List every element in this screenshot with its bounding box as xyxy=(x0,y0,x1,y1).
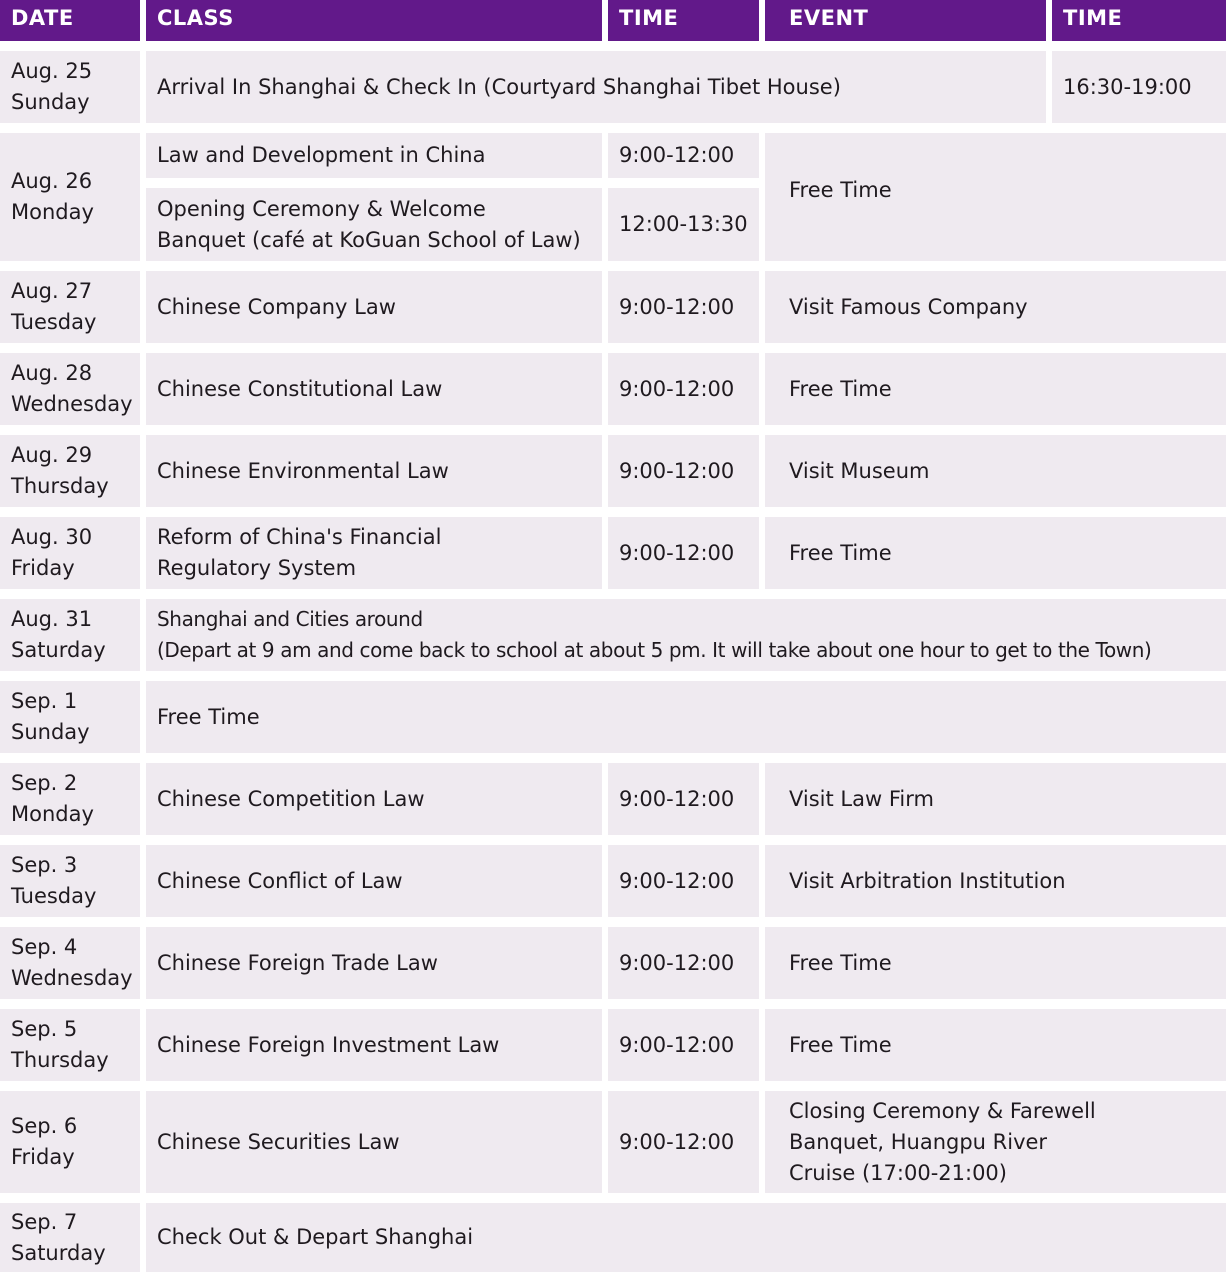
time-cell: 9:00-12:00 xyxy=(608,353,759,425)
date-cell xyxy=(0,353,140,425)
class-cell: Law and Development in China xyxy=(146,133,602,178)
header-time: TIME xyxy=(608,0,759,41)
event-cell: Free Time xyxy=(765,133,1226,261)
event-cell: Free Time xyxy=(765,927,1226,999)
day-label: Friday xyxy=(11,1145,75,1169)
date-cell xyxy=(0,845,140,917)
class-cell: Reform of China's Financial Regulatory System xyxy=(146,517,602,589)
date-cell xyxy=(0,51,140,123)
event-cell: Free Time xyxy=(765,353,1226,425)
day-label: Thursday xyxy=(11,474,109,498)
class-cell: Chinese Foreign Trade Law xyxy=(146,927,602,999)
day-label: Monday xyxy=(11,200,94,224)
time-cell: 9:00-12:00 xyxy=(608,845,759,917)
date-label: Sep. 3 xyxy=(11,853,78,877)
date-label: Sep. 6 xyxy=(11,1114,78,1138)
time-cell: 9:00-12:00 xyxy=(608,133,759,178)
date-cell xyxy=(0,1091,140,1193)
header-time-2: TIME xyxy=(1052,0,1226,41)
header-date: DATE xyxy=(0,0,140,41)
class-cell: Chinese Competition Law xyxy=(146,763,602,835)
event-cell: Visit Famous Company xyxy=(765,271,1226,343)
time-cell: 9:00-12:00 xyxy=(608,1091,759,1193)
day-label: Tuesday xyxy=(11,884,97,908)
class-cell: Chinese Securities Law xyxy=(146,1091,602,1193)
day-label: Sunday xyxy=(11,90,90,114)
date-label: Aug. 27 xyxy=(11,279,93,303)
time-cell: 9:00-12:00 xyxy=(608,435,759,507)
time-cell: 12:00-13:30 xyxy=(608,188,759,261)
date-label: Aug. 26 xyxy=(11,169,93,193)
time-cell: 16:30-19:00 xyxy=(1052,51,1226,123)
date-cell xyxy=(0,1203,140,1272)
day-label: Wednesday xyxy=(11,392,133,416)
date-label: Aug. 28 xyxy=(11,361,93,385)
date-cell xyxy=(0,435,140,507)
day-label: Tuesday xyxy=(11,310,97,334)
day-label: Saturday xyxy=(11,638,106,662)
date-label: Aug. 30 xyxy=(11,525,93,549)
event-cell: Visit Arbitration Institution xyxy=(765,845,1226,917)
class-cell: Chinese Constitutional Law xyxy=(146,353,602,425)
day-label: Saturday xyxy=(11,1240,106,1265)
class-cell: Chinese Environmental Law xyxy=(146,435,602,507)
class-cell: Shanghai and Cities around (Depart at 9 am and come back to school at about 5 pm. It will take about one hour to get to the Town) xyxy=(146,599,1226,671)
date-cell xyxy=(0,133,140,261)
time-cell: 9:00-12:00 xyxy=(608,763,759,835)
class-cell: Opening Ceremony & Welcome Banquet (café at KoGuan School of Law) xyxy=(146,188,602,261)
day-label: Monday xyxy=(11,802,94,826)
date-label: Sep. 4 xyxy=(11,935,78,959)
class-cell: Free Time xyxy=(146,681,1226,753)
time-cell: 9:00-12:00 xyxy=(608,927,759,999)
class-cell: Check Out & Depart Shanghai xyxy=(146,1203,1226,1272)
time-cell: 9:00-12:00 xyxy=(608,1009,759,1081)
time-cell: 9:00-12:00 xyxy=(608,517,759,589)
class-cell: Chinese Conflict of Law xyxy=(146,845,602,917)
class-cell: Arrival In Shanghai & Check In (Courtyard Shanghai Tibet House) xyxy=(146,51,1046,123)
date-label: Sep. 1 xyxy=(11,689,78,713)
date-label: Aug. 25 xyxy=(11,59,93,83)
date-label: Sep. 7 xyxy=(11,1209,78,1234)
event-cell: Visit Law Firm xyxy=(765,763,1226,835)
event-cell: Free Time xyxy=(765,517,1226,589)
date-cell xyxy=(0,763,140,835)
date-cell xyxy=(0,271,140,343)
date-label: Sep. 2 xyxy=(11,771,78,795)
date-cell xyxy=(0,1009,140,1081)
date-cell xyxy=(0,517,140,589)
date-label: Aug. 31 xyxy=(11,607,93,631)
header-class: CLASS xyxy=(146,0,602,41)
class-cell: Chinese Company Law xyxy=(146,271,602,343)
day-label: Friday xyxy=(11,556,75,580)
date-label: Sep. 5 xyxy=(11,1017,78,1041)
event-cell: Closing Ceremony & Farewell Banquet, Huangpu River Cruise (17:00-21:00) xyxy=(765,1091,1226,1193)
day-label: Thursday xyxy=(11,1048,109,1072)
day-label: Sunday xyxy=(11,720,90,744)
event-cell: Visit Museum xyxy=(765,435,1226,507)
day-label: Wednesday xyxy=(11,966,133,990)
header-event: EVENT xyxy=(765,0,1046,41)
event-cell: Free Time xyxy=(765,1009,1226,1081)
time-cell: 9:00-12:00 xyxy=(608,271,759,343)
date-cell xyxy=(0,681,140,753)
class-cell: Chinese Foreign Investment Law xyxy=(146,1009,602,1081)
date-cell xyxy=(0,599,140,671)
date-cell xyxy=(0,927,140,999)
date-label: Aug. 29 xyxy=(11,443,93,467)
